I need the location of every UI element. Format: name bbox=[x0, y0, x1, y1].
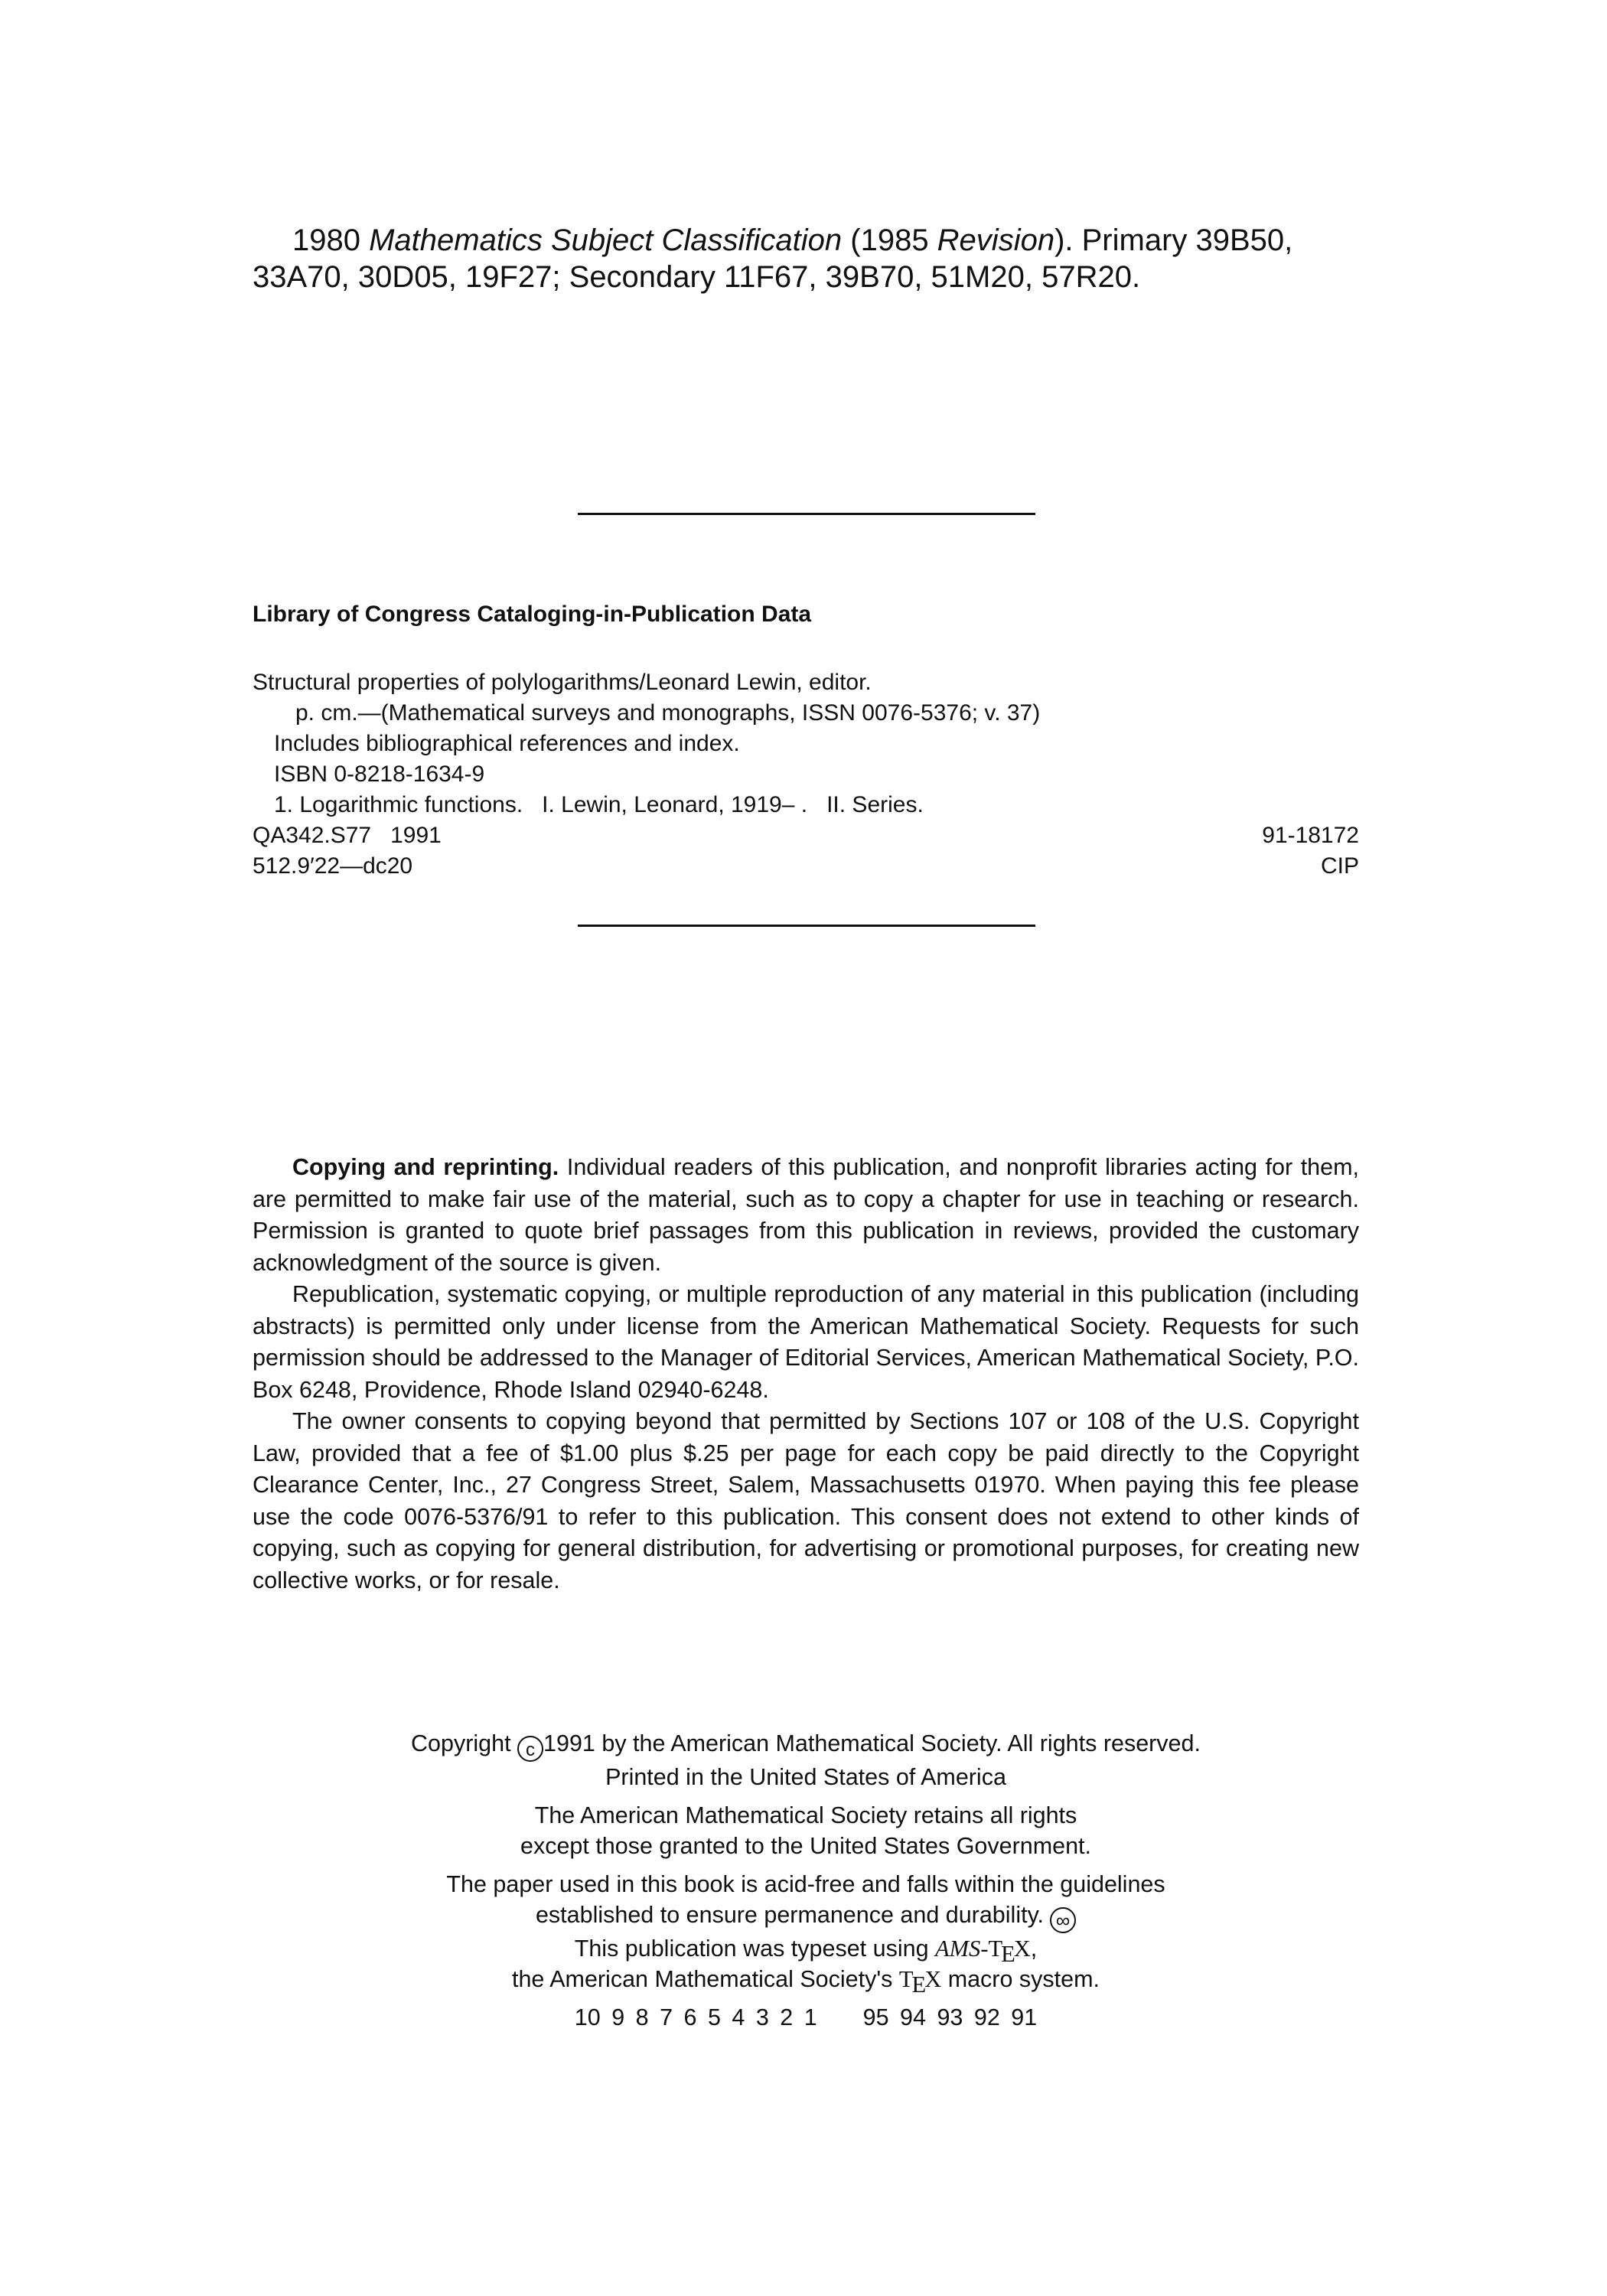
cip-subjects: 1. Logarithmic functions. I. Lewin, Leonard, 1919– . II. Series. bbox=[274, 792, 924, 817]
tex-logo: TEX bbox=[988, 1936, 1031, 1967]
classification-line-1: 1980 Mathematics Subject Classification (1985 Revision). Primary 39B50, bbox=[292, 223, 1293, 257]
macro-line: the American Mathematical Society's TEX macro system. bbox=[512, 1966, 1100, 1998]
classification-revision: Revision bbox=[937, 223, 1055, 257]
copyright-notice bbox=[253, 1728, 1359, 2033]
cip-lccn: 91-18172 bbox=[1262, 823, 1359, 848]
rights-line-2: except those granted to the United States Government. bbox=[520, 1833, 1091, 1859]
ams-mark: AMS bbox=[935, 1936, 981, 1962]
cip-call-row bbox=[253, 820, 1359, 851]
copyright-icon: c bbox=[517, 1736, 543, 1762]
divider-top bbox=[578, 513, 1035, 515]
rights-line-1: The American Mathematical Society retains all rights bbox=[534, 1802, 1077, 1828]
paper-line-1: The paper used in this book is acid-free and falls within the guidelines bbox=[446, 1871, 1165, 1897]
typeset-line: This publication was typeset using AMS-TEX, bbox=[574, 1936, 1038, 1967]
printing-numbers bbox=[253, 2002, 1359, 2033]
copying-section bbox=[253, 1152, 1359, 1596]
classification-title: Mathematics Subject Classification bbox=[369, 223, 843, 257]
cip-dewey-row bbox=[253, 851, 1359, 882]
copying-heading: Copying and reprinting. bbox=[292, 1154, 559, 1180]
copying-paragraph-1: Copying and reprinting. Individual readers of this publication, and nonprofit libraries acting for them, are permitted to make fair use of the material, such as to copy a chapter for use in teaching or research. Permission is granted to quote brief passages from this publication in reviews, provided the customary acknowledgment of the source is given. bbox=[253, 1154, 1359, 1276]
printed-line: Printed in the United States of America bbox=[605, 1764, 1006, 1790]
cip-isbn: ISBN 0-8218-1634-9 bbox=[274, 762, 485, 787]
copyright-line: Copyright c 1991 by the American Mathematical Society. All rights reserved. bbox=[411, 1730, 1201, 1760]
cip-dewey: 512.9′22—dc20 bbox=[253, 853, 413, 879]
cip-title-line: Structural properties of polylogarithms/Leonard Lewin, editor. bbox=[253, 670, 872, 695]
infinity-icon: ∞ bbox=[1050, 1907, 1076, 1933]
cip-physical: p. cm.—(Mathematical surveys and monographs, ISSN 0076-5376; v. 37) bbox=[295, 700, 1041, 726]
cip-call-number: QA342.S77 1991 bbox=[253, 823, 442, 848]
divider-bottom bbox=[578, 925, 1035, 927]
year-numbers: 95 94 93 92 91 bbox=[862, 2004, 1038, 2030]
copying-paragraph-2: Republication, systematic copying, or multiple reproduction of any material in this publication (including abstracts) is permitted only under license from the American Mathematical Society. Requests for such permission should be addressed to the Manager of Editorial Services, American Mathematical Society, P.O. Box 6248, Providence, Rhode Island 02940-6248. bbox=[253, 1281, 1359, 1403]
cip-record bbox=[253, 667, 1359, 882]
subject-classification bbox=[253, 222, 1362, 295]
cip-label: CIP bbox=[1320, 853, 1359, 879]
tex-logo-2: TEX bbox=[898, 1966, 942, 1998]
copying-paragraph-3: The owner consents to copying beyond that permitted by Sections 107 or 108 of the U.S. Copyright Law, provided that a fee of $1.00 plus $.25 per page for each copy be paid directly to the Copyright Clearance Center, Inc., 27 Congress Street, Salem, Massachusetts 01970. When paying this fee please use the code 0076-5376/91 to refer to this publication. This consent does not extend to other kinds of copying, such as copying for general distribution, for advertising or promotional purposes, for creating new collective works, or for resale. bbox=[253, 1408, 1359, 1593]
print-run-numbers: 10 9 8 7 6 5 4 3 2 1 bbox=[574, 2004, 817, 2030]
classification-line-2: 33A70, 30D05, 19F27; Secondary 11F67, 39B70, 51M20, 57R20. bbox=[253, 260, 1141, 294]
cip-notes: Includes bibliographical references and index. bbox=[274, 731, 740, 756]
cip-heading: Library of Congress Cataloging-in-Publication Data bbox=[253, 602, 812, 627]
paper-line-2: established to ensure permanence and durability. ∞ bbox=[253, 1900, 1359, 1933]
